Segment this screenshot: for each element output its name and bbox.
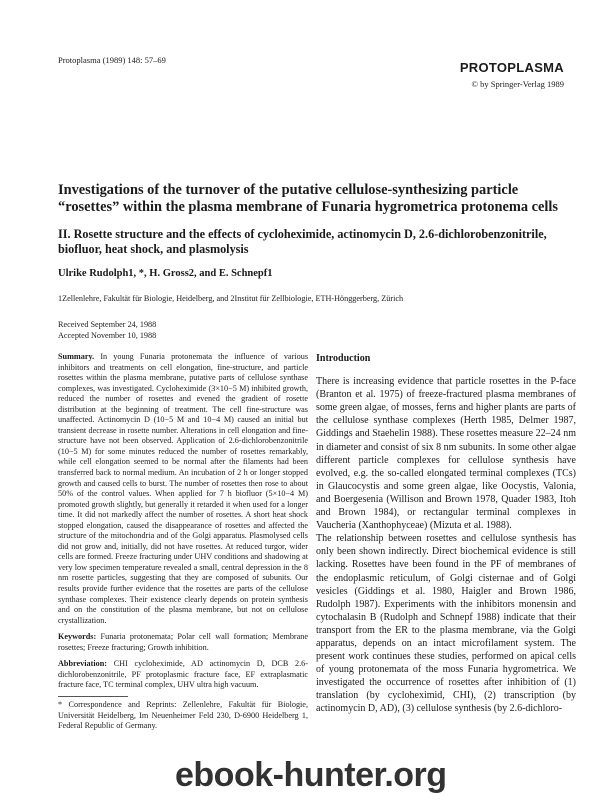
article-subtitle: II. Rosette structure and the effects of cycloheximide, actinomycin D, 2.6-dichlorobenzonitrile, biofluor, heat shock, and plasmolysis	[58, 227, 547, 256]
affiliation: 1Zellenlehre, Fakultät für Biologie, Heidelberg, and 2Institut für Zellbiologie, ETH-Hönggerberg, Zürich	[58, 294, 404, 303]
received-date: Received September 24, 1988	[58, 320, 157, 329]
left-column	[58, 352, 308, 736]
footnote-divider	[58, 696, 128, 697]
introduction-paragraph-1: There is increasing evidence that particle rosettes in the P-face (Branton et al. 1975) of freeze-fractured plasma membranes of some green algae, of mosses, ferns and higher plants are parts of the cellulose synthase complexes (Herth 1985, Delmer 1987, Giddings and Staehelin 1988). These rosettes measure 22–24 nm in diameter and consist of six 8 nm subunits. In some other algae different particle complexes for cellulose synthesis have evolved, e.g. the so-called elongated terminal complexes (TCs) in Glaucocystis and some green algae, like Oocystis, Valonia, and Boergesenia (Willison and Brown 1978, Quader 1983, Itoh and Brown 1984), or rectangular terminal complexes in Vaucheria (Xanthophyceae) (Mizuta et al. 1988).	[316, 376, 576, 532]
journal-brand: PROTOPLASMA	[459, 60, 564, 75]
keywords-paragraph	[58, 632, 308, 653]
right-column	[316, 352, 576, 716]
watermark: ebook-hunter.org	[175, 756, 447, 794]
author-list: Ulrike Rudolph1, *, H. Gross2, and E. Schnepf1	[58, 268, 273, 279]
abbreviations-text: CHI cycloheximide, AD actinomycin D, DCB 2.6-dichlorobenzonitrile, PF protoplasmic fracture face, EF extraplasmatic fracture face, TC terminal complex, UHV ultra high vacuum.	[58, 659, 309, 690]
copyright-line: © by Springer-Verlag 1989	[471, 79, 564, 89]
article-dates	[58, 319, 156, 341]
summary-label: Summary.	[58, 352, 95, 361]
journal-citation: Protoplasma (1989) 148: 57–69	[58, 55, 166, 65]
keywords-text: Funaria protonemata; Polar cell wall formation; Membrane rosettes; Freeze fracturing; Growth inhibition.	[58, 632, 308, 652]
introduction-heading: Introduction	[316, 353, 371, 364]
abbreviations-paragraph	[58, 659, 308, 691]
keywords-label: Keywords:	[58, 632, 97, 642]
abbreviations-label: Abbreviation:	[58, 659, 107, 669]
introduction-paragraph-2: The relationship between rosettes and cellulose synthesis has only been shown indirectly. Direct biochemical evidence is still lacking. Rosettes have been found in the PF of membranes of the endoplasmic reticulum, of Golgi cisternae and of Golgi vesicles (Giddings et al. 1980, Haigler and Brown 1986, Rudolph 1987). Experiments with the inhibitors monensin and cytochalasin B (Rudolph and Schnepf 1988) indicate that their transport from the ER to the plasma membrane, via the Golgi apparatus, depends on an intact microfilament system. The present work continues these studies, performed on apical cells of young protonemata of the moss Funaria hygrometrica. We investigated the occurrence of rosettes after inhibition of (1) translation (by cycloheximid, CHI), (2) transcription (by actinomycin D, AD), (3) cellulose synthesis (by 2.6-dichloro-	[316, 533, 576, 715]
accepted-date: Accepted November 10, 1988	[58, 331, 157, 340]
correspondence-footnote: * Correspondence and Reprints: Zellenlehre, Fakultät für Biologie, Universität Heidelberg, Im Neuenheimer Feld 230, D-6900 Heidelberg 1, Federal Republic of Germany.	[58, 699, 308, 731]
article-title: Investigations of the turnover of the putative cellulose-synthesizing particle “rosettes” within the plasma membrane of Funaria hygrometrica protonema cells	[58, 182, 559, 215]
summary-text: In young Funaria protonemata the influence of various inhibitors and treatments on cell elongation, fine-structure, and particle rosettes within the plasma membrane, putative parts of cellulose synthase complexes, was investigated. Cycloheximide (3×10−5 M) inhibited growth, reduced the number of rosettes and evened the gradient of rosette distribution at the beginning of treatment. The cell fine-structure was unaffected. Actinomycin D (10−5 M and 10−4 M) caused an initial but transient decrease in rosette number. Alterations in cell elongation and fine-structure have not been observed. Application of 2.6-dichlorobenzonitrile (10−5 M) for some minutes reduced the number of rosettes remarkably, while cell elongation seemed to be normal after the filaments had been transferred back to normal medium. An incubation of 2 h or longer stopped growth and caused cells to burst. The number of rosettes then rose to about 50% of the control values. When applied for 7 h biofluor (5×10−4 M) promoted growth slightly, but generally it retarded it when used for a longer time. It did not markedly affect the number of rosettes. A short heat shock stopped elongation, caused the disappearance of rosettes and affected the structure of the mitochondria and of the Golgi apparatus. Plasmolysed cells did not grow and, initially, did not have rosettes. At reduced turgor, wider cells are formed. Freeze fracturing under UHV conditions and shadowing at very low specimen temperature revealed a small, central depression in the 8 nm rosette particles, suggesting that they are composed of subunits. Our results provide further evidence that the rosettes are parts of the cellulose synthase complexes. Their existence clearly depends on protein synthesis and on the constitution of the plasma membrane, but not on cellulose crystallization.	[58, 352, 309, 625]
summary-paragraph	[58, 352, 308, 626]
